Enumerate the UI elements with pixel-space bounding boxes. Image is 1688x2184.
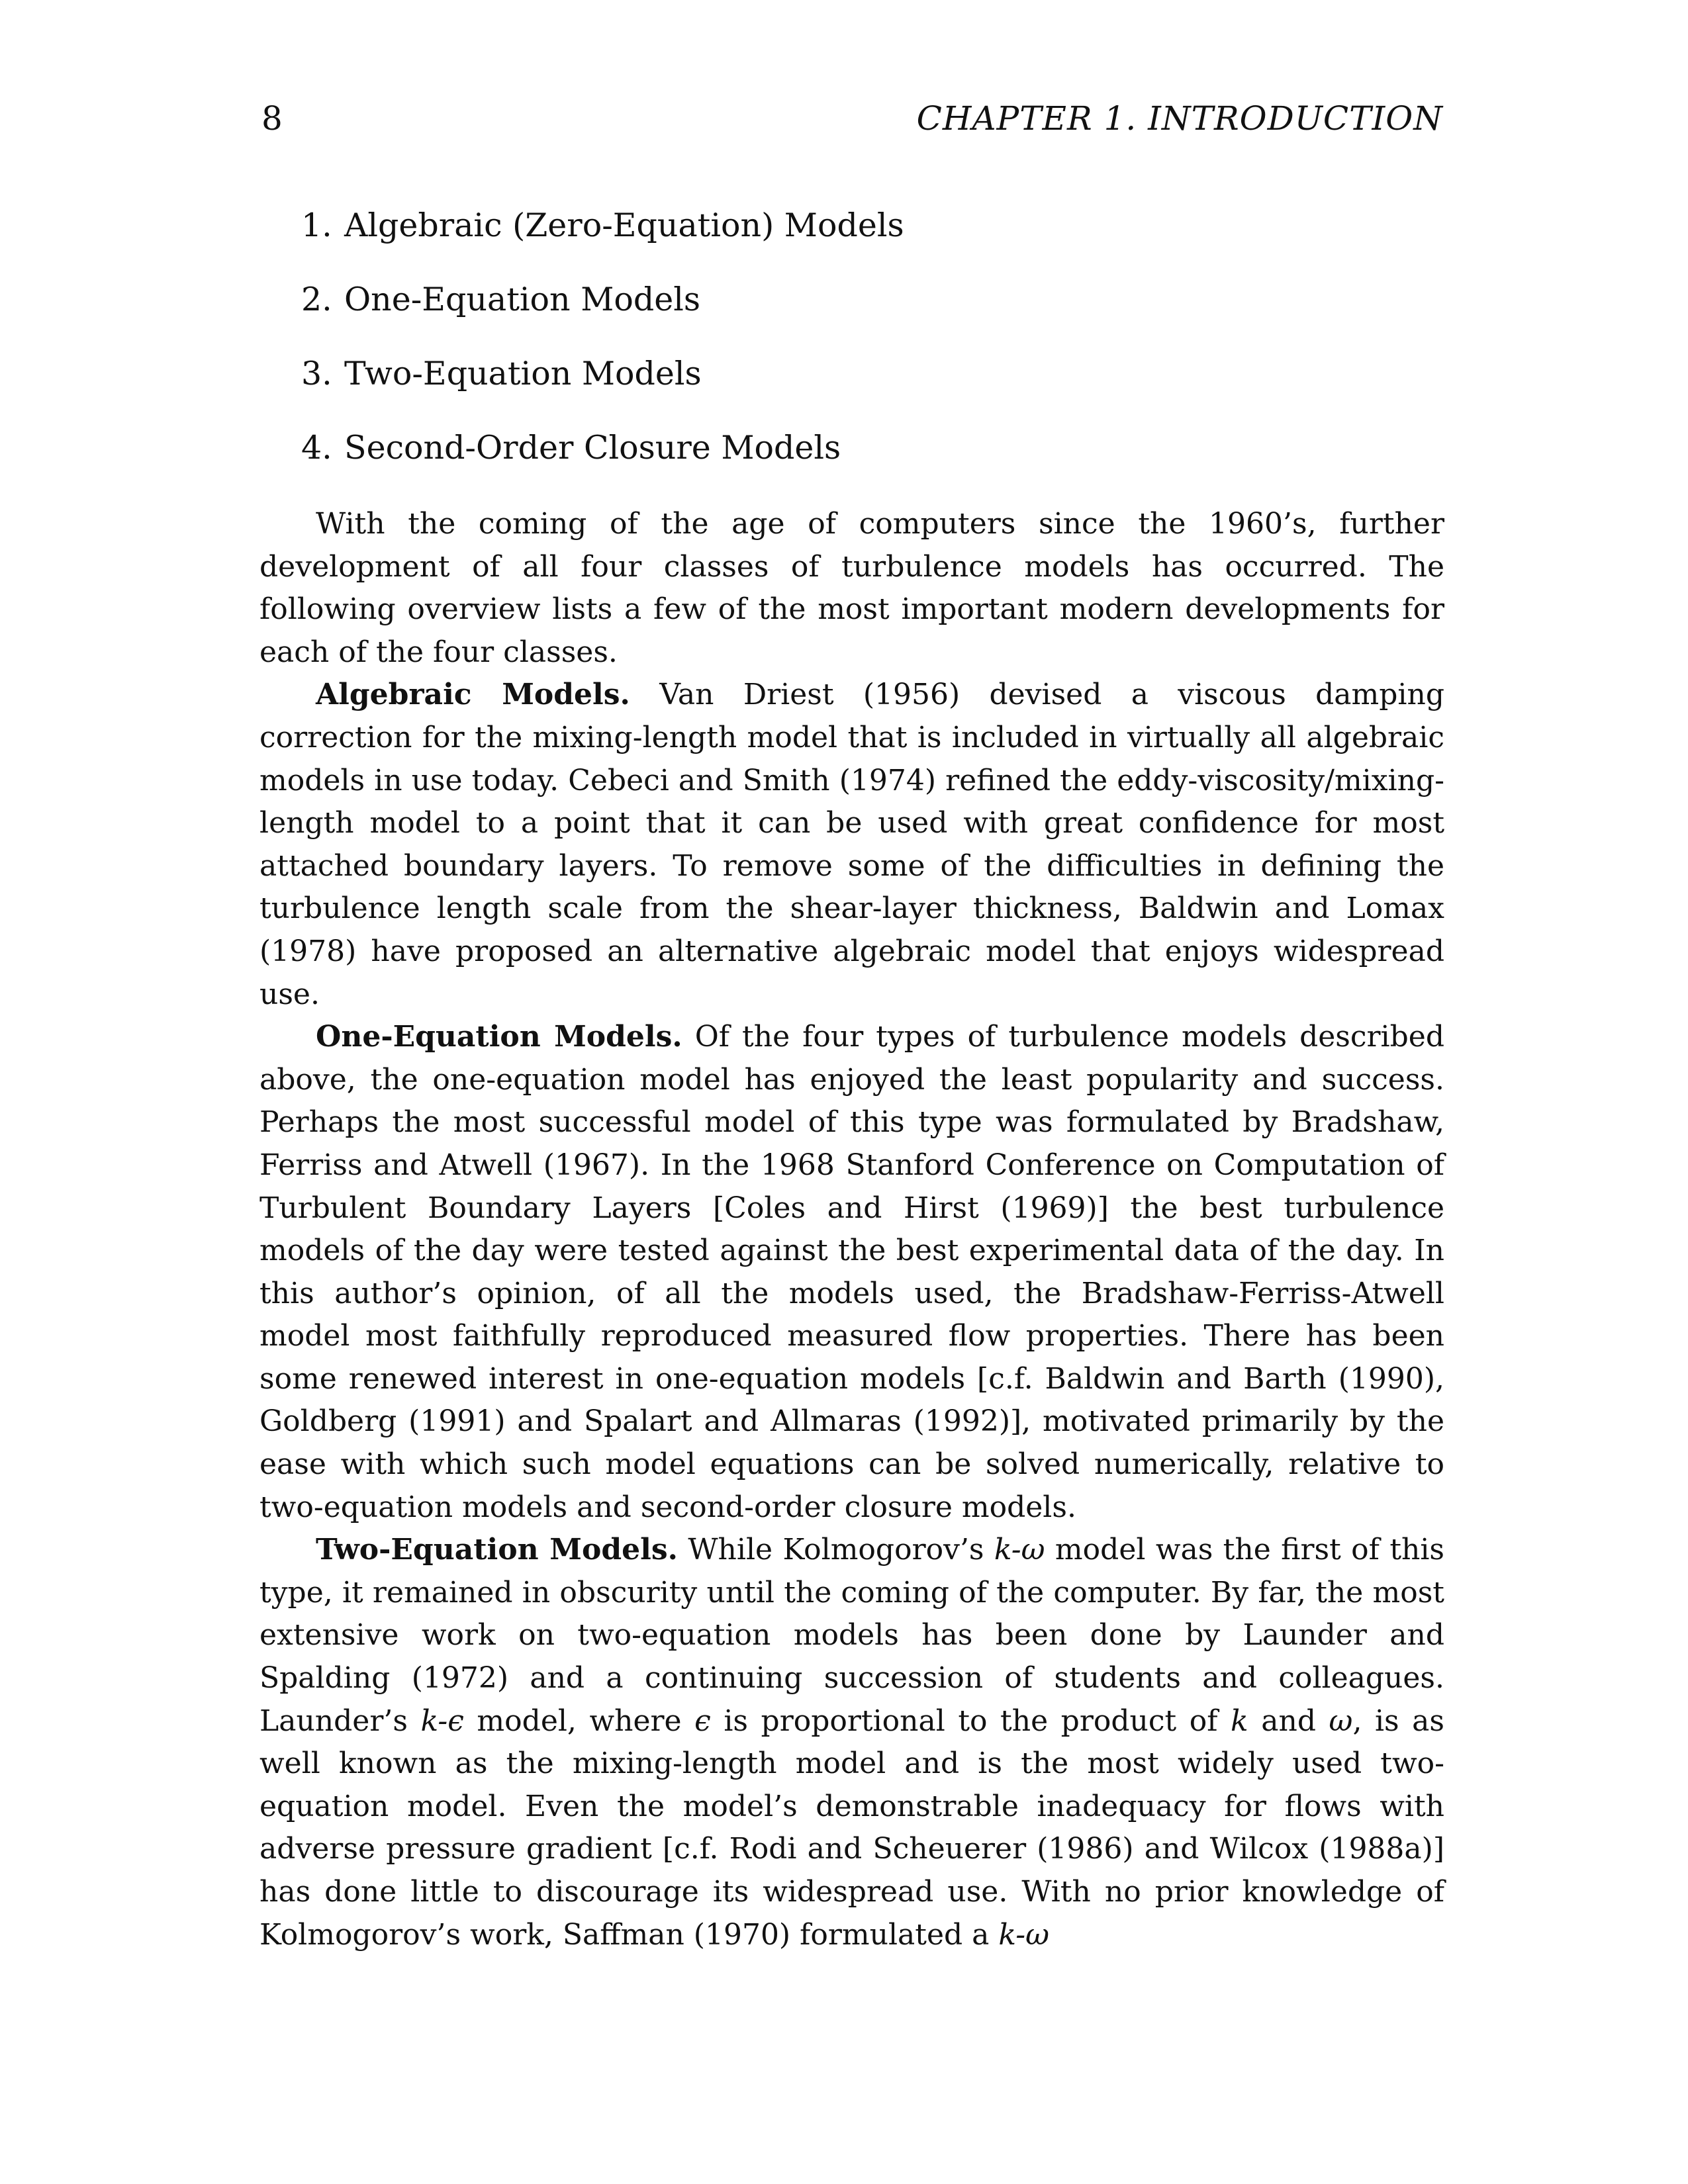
list-label: One-Equation Models [344, 281, 701, 318]
math-symbol: ω [1329, 1704, 1353, 1738]
algebraic-models-heading: Algebraic Models. [316, 678, 630, 712]
list-number: 2. [301, 281, 332, 318]
one-equation-models-heading: One-Equation Models. [316, 1020, 682, 1054]
two-equation-models-paragraph [259, 1529, 1444, 1956]
math-symbol: k-ω [994, 1533, 1045, 1567]
one-equation-models-text: Of the four types of turbulence models described above, the one-equation model has enjoyed the least popularity and success. Perhaps the most successful model of this type was formulated by Bradshaw, Ferriss and Atwell (1967). In the 1968 Stanford Conference on Computation of Turbulent Boundary Layers [Coles and Hirst (1969)] the best turbulence models of the day were tested against the best experimental data of the day. In this author’s opinion, of all the models used, the Bradshaw-Ferriss-Atwell model most faithfully reproduced measured flow properties. There has been some renewed interest in one-equation models [c.f. Baldwin and Barth (1990), Goldberg (1991) and Spalart and Allmaras (1992)], motivated primarily by the ease with which such model equations can be solved numerically, relative to two-equation models and second-order closure models. [259, 1020, 1444, 1524]
list-label: Two-Equation Models [344, 355, 702, 392]
two-equation-text-part: is proportional to the product of [710, 1704, 1231, 1738]
list-item [301, 421, 904, 495]
two-equation-text-part: model, where [463, 1704, 695, 1738]
list-number: 1. [301, 206, 332, 244]
page-header [261, 99, 1443, 152]
two-equation-models-heading: Two-Equation Models. [316, 1533, 678, 1567]
intro-paragraph: With the coming of the age of computers since the 1960’s, further development of all four classes of turbulence models has occurred. The following overview lists a few of the most important modern developments for each of the four classes. [259, 507, 1444, 669]
one-equation-models-paragraph [259, 1016, 1444, 1529]
page-number: 8 [261, 99, 283, 138]
math-symbol: k-ϵ [420, 1704, 464, 1738]
list-number: 3. [301, 355, 332, 392]
algebraic-models-text: Van Driest (1956) devised a viscous damping correction for the mixing-length model that is included in virtually all algebraic models in use today. Cebeci and Smith (1974) refined the eddy-viscosity/mixing-length model to a point that it can be used with great confidence for most attached boundary layers. To remove some of the difficulties in defining the turbulence length scale from the shear-layer thickness, Baldwin and Lomax (1978) have proposed an alternative algebraic model that enjoys widespread use. [259, 678, 1444, 1011]
list-label: Algebraic (Zero-Equation) Models [344, 206, 904, 244]
turbulence-model-list [301, 199, 904, 495]
two-equation-text-part: and [1248, 1704, 1329, 1738]
math-symbol: ϵ [694, 1704, 711, 1738]
list-item [301, 347, 904, 421]
running-head: CHAPTER 1. INTRODUCTION [916, 99, 1443, 138]
math-symbol: k [1231, 1704, 1248, 1738]
algebraic-models-paragraph [259, 674, 1444, 1016]
two-equation-text-part: model was the first of this type, it remained in obscurity until the coming of the computer. By far, the most extensive work on two-equation models has been done by Launder and Spalding (1972) and a continuing succession of students and colleagues. Launder’s [259, 1533, 1444, 1738]
two-equation-text-part: , is as well known as the mixing-length model and is the most widely used two-equation model. Even the model’s demonstrable inadequacy for flows with adverse pressure gradient [c.f. Rodi and Scheuerer (1986) and Wilcox (1988a)] has done little to discourage its widespread use. With no prior knowledge of Kolmogorov’s work, Saffman (1970) formulated a [259, 1704, 1444, 1952]
math-symbol: k-ω [998, 1917, 1049, 1952]
two-equation-text-part: While Kolmogorov’s [688, 1533, 994, 1567]
list-label: Second-Order Closure Models [344, 429, 841, 467]
list-item [301, 199, 904, 273]
list-number: 4. [301, 429, 332, 467]
body-text [259, 503, 1444, 1956]
list-item [301, 273, 904, 347]
